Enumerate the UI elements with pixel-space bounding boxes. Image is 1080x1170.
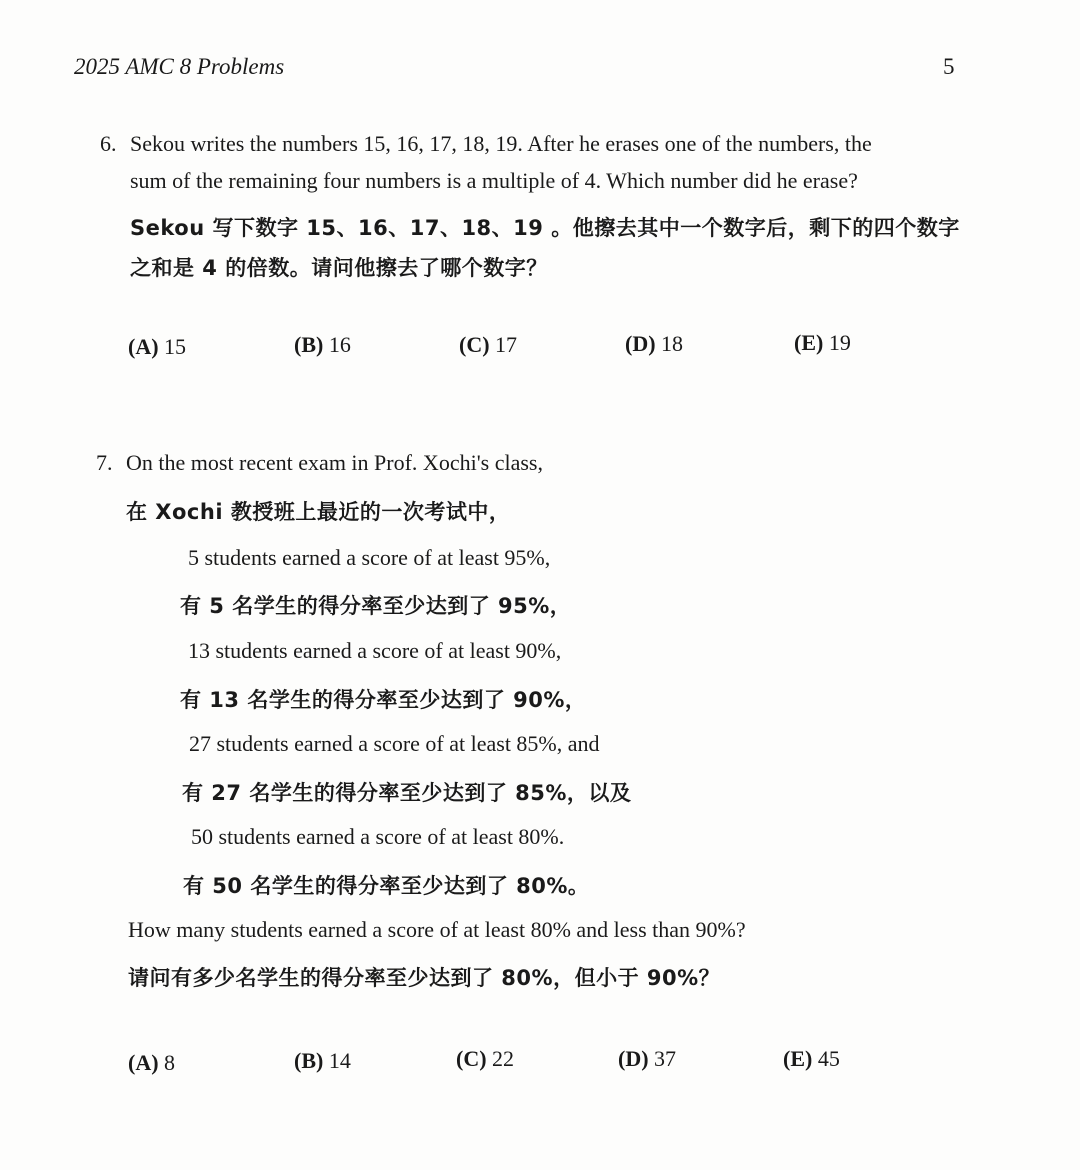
choice-letter: (D) (618, 1046, 649, 1071)
choice-value: 14 (328, 1048, 351, 1073)
choice-letter: (C) (459, 332, 490, 357)
choice-value: 45 (817, 1046, 840, 1071)
choice-letter: (B) (294, 1048, 324, 1073)
problem-6-english-line-1: Sekou writes the numbers 15, 16, 17, 18, 19. After he erases one of the numbers, the (130, 131, 872, 156)
problem-7-chinese-question: 请问有多少名学生的得分率至少达到了 80%，但小于 90%？ (128, 966, 721, 990)
problem-7-choice-e (783, 1046, 840, 1072)
choice-letter: (B) (294, 332, 324, 357)
problem-6-choice-b (294, 332, 351, 358)
problem-6-choice-e (794, 330, 851, 356)
problem-6-choice-d (625, 331, 683, 357)
choice-value: 18 (661, 331, 684, 356)
problem-7-english-question: How many students earned a score of at least 80% and less than 90%? (128, 917, 746, 942)
problem-7-item-4-english: 50 students earned a score of at least 80%. (191, 824, 565, 849)
problem-7-item-3-english: 27 students earned a score of at least 85%, and (189, 731, 600, 756)
problem-7-choice-c (456, 1046, 514, 1072)
problem-7-item-1-english: 5 students earned a score of at least 95%, (188, 545, 551, 570)
choice-value: 19 (828, 330, 851, 355)
choice-value: 17 (495, 332, 518, 357)
problem-7-choice-a (128, 1050, 175, 1076)
problem-7-item-1-chinese: 有 5 名学生的得分率至少达到了 95%， (180, 594, 572, 618)
problem-7-item-2-chinese: 有 13 名学生的得分率至少达到了 90%， (180, 688, 587, 712)
choice-value: 16 (328, 332, 351, 357)
problem-7-item-4-chinese: 有 50 名学生的得分率至少达到了 80%。 (183, 874, 590, 898)
problem-6-english-line-2: sum of the remaining four numbers is a multiple of 4. Which number did he erase? (130, 168, 858, 193)
page-number: 5 (943, 54, 955, 79)
choice-letter: (D) (625, 331, 656, 356)
choice-letter: (A) (128, 1050, 159, 1075)
choice-letter: (A) (128, 334, 159, 359)
problem-6-number: 6. (100, 131, 117, 156)
choice-value: 37 (654, 1046, 677, 1071)
choice-value: 8 (164, 1050, 176, 1075)
choice-value: 22 (492, 1046, 515, 1071)
problem-7-english-intro: On the most recent exam in Prof. Xochi's class, (126, 450, 543, 475)
problem-7-item-3-chinese: 有 27 名学生的得分率至少达到了 85%，以及 (182, 781, 632, 805)
choice-value: 15 (164, 334, 187, 359)
problem-6-choice-c (459, 332, 517, 358)
choice-letter: (E) (794, 330, 824, 355)
problem-6-chinese-line-1: Sekou 写下数字 15、16、17、18、19 。他擦去其中一个数字后，剩下的四个数字 (130, 216, 960, 240)
problem-7-choice-d (618, 1046, 676, 1072)
choice-letter: (E) (783, 1046, 813, 1071)
problem-7-number: 7. (96, 450, 113, 475)
choice-letter: (C) (456, 1046, 487, 1071)
problem-6-choice-a (128, 334, 186, 360)
page-header-title: 2025 AMC 8 Problems (74, 54, 285, 79)
problem-7-item-2-english: 13 students earned a score of at least 90%, (188, 638, 562, 663)
problem-7-choice-b (294, 1048, 351, 1074)
problem-7-chinese-intro: 在 Xochi 教授班上最近的一次考试中， (126, 500, 511, 524)
problem-6-chinese-line-2: 之和是 4 的倍数。请问他擦去了哪个数字？ (130, 256, 548, 280)
